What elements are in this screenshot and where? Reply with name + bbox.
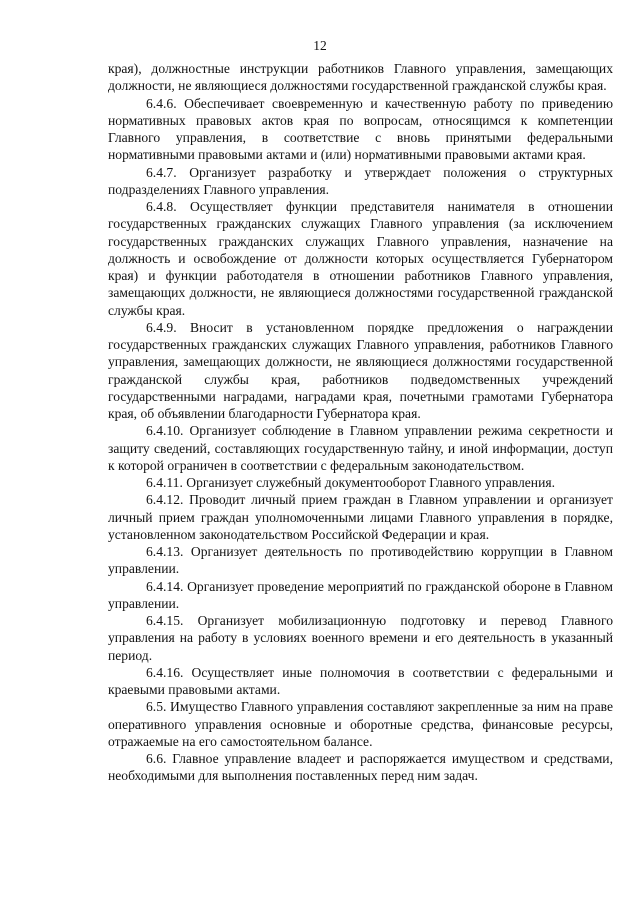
page-number: 12 — [313, 38, 327, 53]
paragraph-6-4-11: 6.4.11. Организует служебный документооборот Главного управления. — [146, 475, 556, 490]
paragraph-6-4-8: 6.4.8. Осуществляет функции представителя нанимателя в отношении государственных гражданских служащих Главного управления (за исключением государственных гражданских служащих Главного управления, назначение на должность и освобождение от должности которых осуществляется Губернатором края) и функции работодателя в отношении работников Главного управления, замещающих должности, не являющиеся должностями государственной гражданской службы края. — [108, 199, 613, 318]
paragraph-continuation: края), должностные инструкции работников Главного управления, замещающих должности, не являющиеся должностями государственной гражданской службы края. — [108, 61, 613, 94]
paragraph-6-4-15: 6.4.15. Организует мобилизационную подготовку и перевод Главного управления на работу в условиях военного времени и его деятельность в указанный период. — [108, 613, 613, 663]
paragraph-6-4-6: 6.4.6. Обеспечивает своевременную и качественную работу по приведению нормативных правовых актов края по вопросам, относящимся к компетенции Главного управления, в соответствие с вновь принятыми федеральными нормативными правовыми актами и (или) нормативными правовыми актами края. — [108, 95, 613, 163]
document-body — [108, 60, 613, 785]
paragraph-6-6: 6.6. Главное управление владеет и распоряжается имуществом и средствами, необходимыми для выполнения поставленных перед ним задач. — [108, 751, 613, 784]
paragraph-6-4-14: 6.4.14. Организует проведение мероприятий по гражданской обороне в Главном управлении. — [108, 578, 613, 611]
paragraph-6-4-16: 6.4.16. Осуществляет иные полномочия в соответствии с федеральными и краевыми правовыми актами. — [108, 664, 613, 697]
paragraph-6-4-7: 6.4.7. Организует разработку и утверждает положения о структурных подразделениях Главного управления. — [108, 164, 613, 197]
paragraph-6-4-13: 6.4.13. Организует деятельность по противодействию коррупции в Главном управлении. — [108, 544, 613, 577]
paragraph-6-4-12: 6.4.12. Проводит личный прием граждан в Главном управлении и организует личный прием граждан уполномоченными лицами Главного управления в порядке, установленном законодательством Российской Федерации и края. — [108, 492, 613, 542]
paragraph-6-5: 6.5. Имущество Главного управления составляют закрепленные за ним на праве оперативного управления основные и оборотные средства, финансовые ресурсы, отражаемые на его самостоятельном балансе. — [108, 699, 613, 749]
paragraph-6-4-10: 6.4.10. Организует соблюдение в Главном управлении режима секретности и защиту сведений, составляющих государственную тайну, и иной информации, доступ к которой ограничен в соответствии с федеральным законодательством. — [108, 423, 613, 473]
paragraph-6-4-9: 6.4.9. Вносит в установленном порядке предложения о награждении государственных гражданских служащих Главного управления, работников Главного управления, замещающих должности, не являющиеся должностями государственной гражданской службы края, работников подведомственных учреждений государственными наградами, наградами края, почетными грамотами Губернатора края, об объявлении благодарности Губернатора края. — [108, 319, 613, 421]
